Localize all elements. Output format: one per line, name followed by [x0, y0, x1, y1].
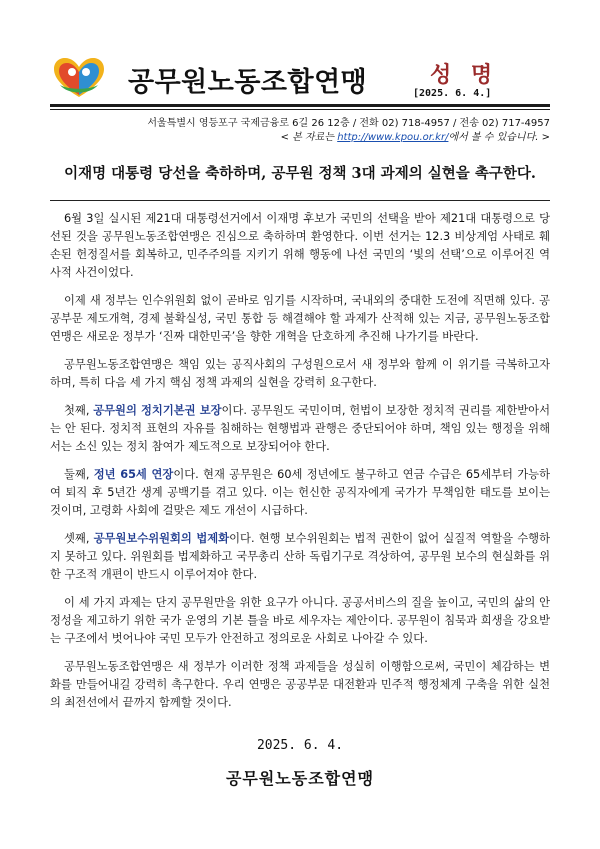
paragraph-third-demand [50, 530, 550, 584]
website-notice [50, 128, 550, 143]
paragraph-second-demand [50, 466, 550, 520]
website-link[interactable]: http://www.kpou.or.kr/ [337, 132, 449, 143]
document-date: [2025. 6. 4.] [413, 88, 492, 99]
paragraph-first-demand [50, 402, 550, 456]
second-demand-highlight: 정년 65세 연장 [93, 468, 174, 481]
heart-people-logo-icon [50, 55, 108, 101]
paragraph-demands-intro: 공무원노동조합연맹은 책임 있는 공직사회의 구성원으로서 새 정부와 함께 이 위기를 극복하고자 하며, 특히 다음 세 가지 핵심 정책 과제의 실현을 강력히 요구한다. [50, 358, 550, 389]
paragraph-public-interest: 이 세 가지 과제는 단지 공무원만을 위한 요구가 아니다. 공공서비스의 질을 높이고, 국민의 삶의 안정성을 제고하기 위한 국가 운영의 기본 틀을 바로 세우자는 제안이다. 공무원이 침묵과 희생을 강요받는 구조에서 벗어나야 국민 모두가 안전하고 정의로운 사회로 나아갈 수 있다. [50, 596, 550, 645]
first-demand-lead: 첫째, [64, 404, 94, 417]
website-prefix: < 본 자료는 [280, 132, 338, 143]
headline-rule [50, 200, 550, 201]
document-type-title: 성 명 [430, 63, 499, 88]
header-rule-thin [50, 109, 550, 110]
third-demand-lead: 셋째, [64, 532, 94, 545]
second-demand-text: 이다. 현재 공무원은 60세 정년에도 불구하고 연금 수급은 65세부터 가능하여 퇴직 후 5년간 생계 공백기를 겪고 있다. 이는 헌신한 공직자에게 국가가 무책임한 태도를 보이는 것이며, 고령화 사회에 걸맞은 제도 개선이 시급하다. [50, 468, 550, 517]
header-rule-thick [50, 104, 550, 107]
contact-address: 서울특별시 영등포구 국제금융로 6길 26 12층 / 전화 02) 718-4957 / 전송 02) 717-4957 [147, 118, 550, 129]
second-demand-lead: 둘째, [64, 468, 94, 481]
statement-headline: 이재명 대통령 당선을 축하하며, 공무원 정책 3대 과제의 실현을 촉구한다. [64, 165, 536, 182]
paragraph-challenges: 이제 새 정부는 인수위원회 없이 곧바로 임기를 시작하며, 국내외의 중대한 도전에 직면해 있다. 공공부문 제도개혁, 경제 불확실성, 국민 통합 등 해결해야 할 과제가 산적해 있는 지금, 공무원노동조합연맹은 새로운 정부가 ‘진짜 대한민국’을 향한 개혁을 단호하게 추진해 나가기를 바란다. [50, 294, 550, 343]
closing-signature: 공무원노동조합연맹 [225, 769, 375, 788]
paragraph-closing-appeal: 공무원노동조합연맹은 새 정부가 이러한 정책 과제들을 성실히 이행함으로써, 국민이 체감하는 변화를 만들어내길 강력히 촉구한다. 우리 연맹은 공공부문 대전환과 민주적 행정체계 구축을 위한 실천의 최전선에서 끝까지 함께할 것이다. [50, 660, 550, 709]
closing-date: 2025. 6. 4. [256, 738, 344, 753]
website-suffix: 에서 볼 수 있습니다. > [448, 132, 550, 143]
third-demand-text: 이다. 현행 보수위원회는 법적 권한이 없어 실질적 역할을 수행하지 못하고 있다. 위원회를 법제화하고 국무총리 산하 독립기구로 격상하여, 공무원 보수의 현실화를 위한 구조적 개편이 반드시 이루어져야 한다. [50, 532, 551, 581]
first-demand-text: 이다. 공무원도 국민이며, 헌법이 보장한 정치적 권리를 제한받아서는 안 된다. 정치적 표현의 자유를 침해하는 현행법과 관행은 중단되어야 하며, 책임 있는 행정을 위해서는 소신 있는 정치 참여가 제도적으로 보장되어야 한다. [50, 404, 550, 453]
paragraph-congratulations: 6월 3일 실시된 제21대 대통령선거에서 이재명 후보가 국민의 선택을 받아 제21대 대통령으로 당선된 것을 공무원노동조합연맹은 진심으로 축하하며 환영한다. 이번 선거는 12.3 비상계엄 사태로 훼손된 헌정질서를 회복하고, 민주주의를 지키기 위해 행동에 나선 국민의 ‘빛의 선택’으로 이루어진 역사적 사건이었다. [50, 212, 550, 279]
statement-body [50, 210, 550, 722]
third-demand-highlight: 공무원보수위원회의 법제화 [93, 532, 230, 545]
first-demand-highlight: 공무원의 정치기본권 보장 [93, 404, 222, 417]
org-title: 공무원노동조합연맹 [128, 67, 368, 98]
